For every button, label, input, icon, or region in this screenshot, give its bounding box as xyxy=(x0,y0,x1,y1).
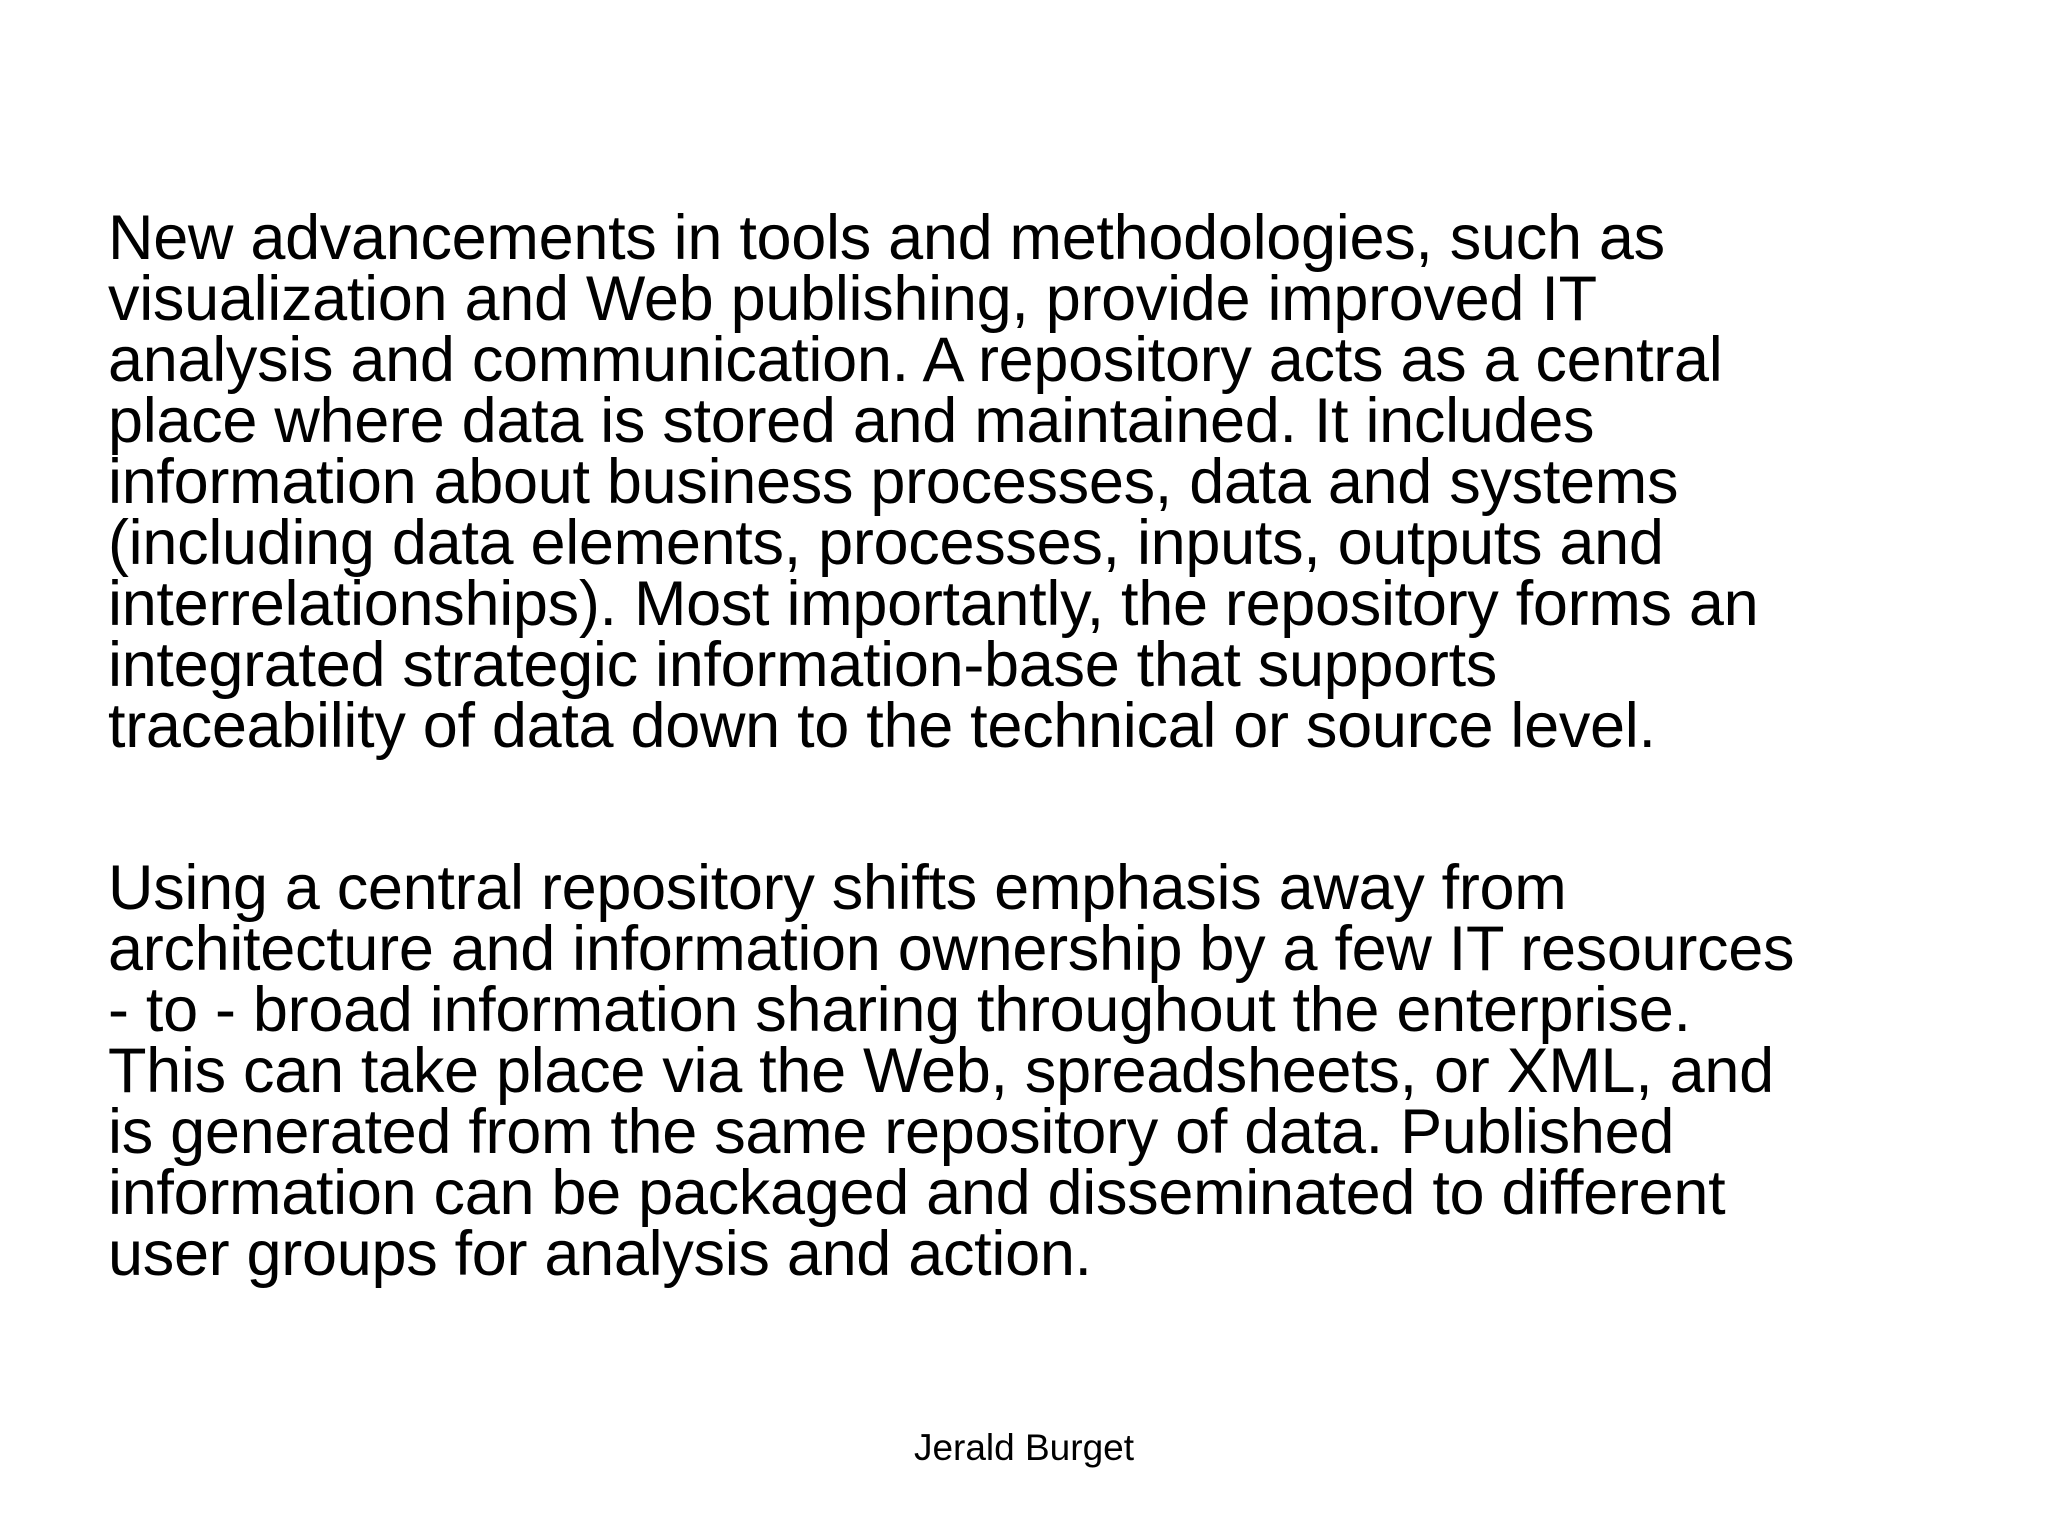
paragraph-line: interrelationships). Most importantly, the repository forms an xyxy=(108,569,1759,639)
paragraph-line: information can be packaged and disseminated to different xyxy=(108,1158,1726,1228)
body-paragraph-information-sharing xyxy=(108,853,2008,1289)
paragraph-line: New advancements in tools and methodologies, such as xyxy=(108,203,1665,273)
paragraph-line: This can take place via the Web, spreadsheets, or XML, and xyxy=(108,1036,1774,1106)
paragraph-line: traceability of data down to the technical or source level. xyxy=(108,691,1656,761)
paragraph-line: Using a central repository shifts emphasis away from xyxy=(108,853,1567,923)
paragraph-line: place where data is stored and maintained. It includes xyxy=(108,386,1595,456)
paragraph-line: integrated strategic information-base that supports xyxy=(108,630,1497,700)
paragraph-line: architecture and information ownership by a few IT resources xyxy=(108,914,1795,984)
paragraph-line: information about business processes, data and systems xyxy=(108,447,1679,517)
paragraph-line: user groups for analysis and action. xyxy=(108,1219,1092,1289)
paragraph-line: - to - broad information sharing throughout the enterprise. xyxy=(108,975,1691,1045)
paragraph-line: visualization and Web publishing, provide improved IT xyxy=(108,264,1597,334)
paragraph-line: (including data elements, processes, inputs, outputs and xyxy=(108,508,1664,578)
paragraph-line: analysis and communication. A repository acts as a central xyxy=(108,325,1723,395)
body-paragraph-repository-overview xyxy=(108,203,2008,761)
paragraph-line: is generated from the same repository of data. Published xyxy=(108,1097,1675,1167)
footer-author: Jerald Burget xyxy=(913,1427,1135,1468)
